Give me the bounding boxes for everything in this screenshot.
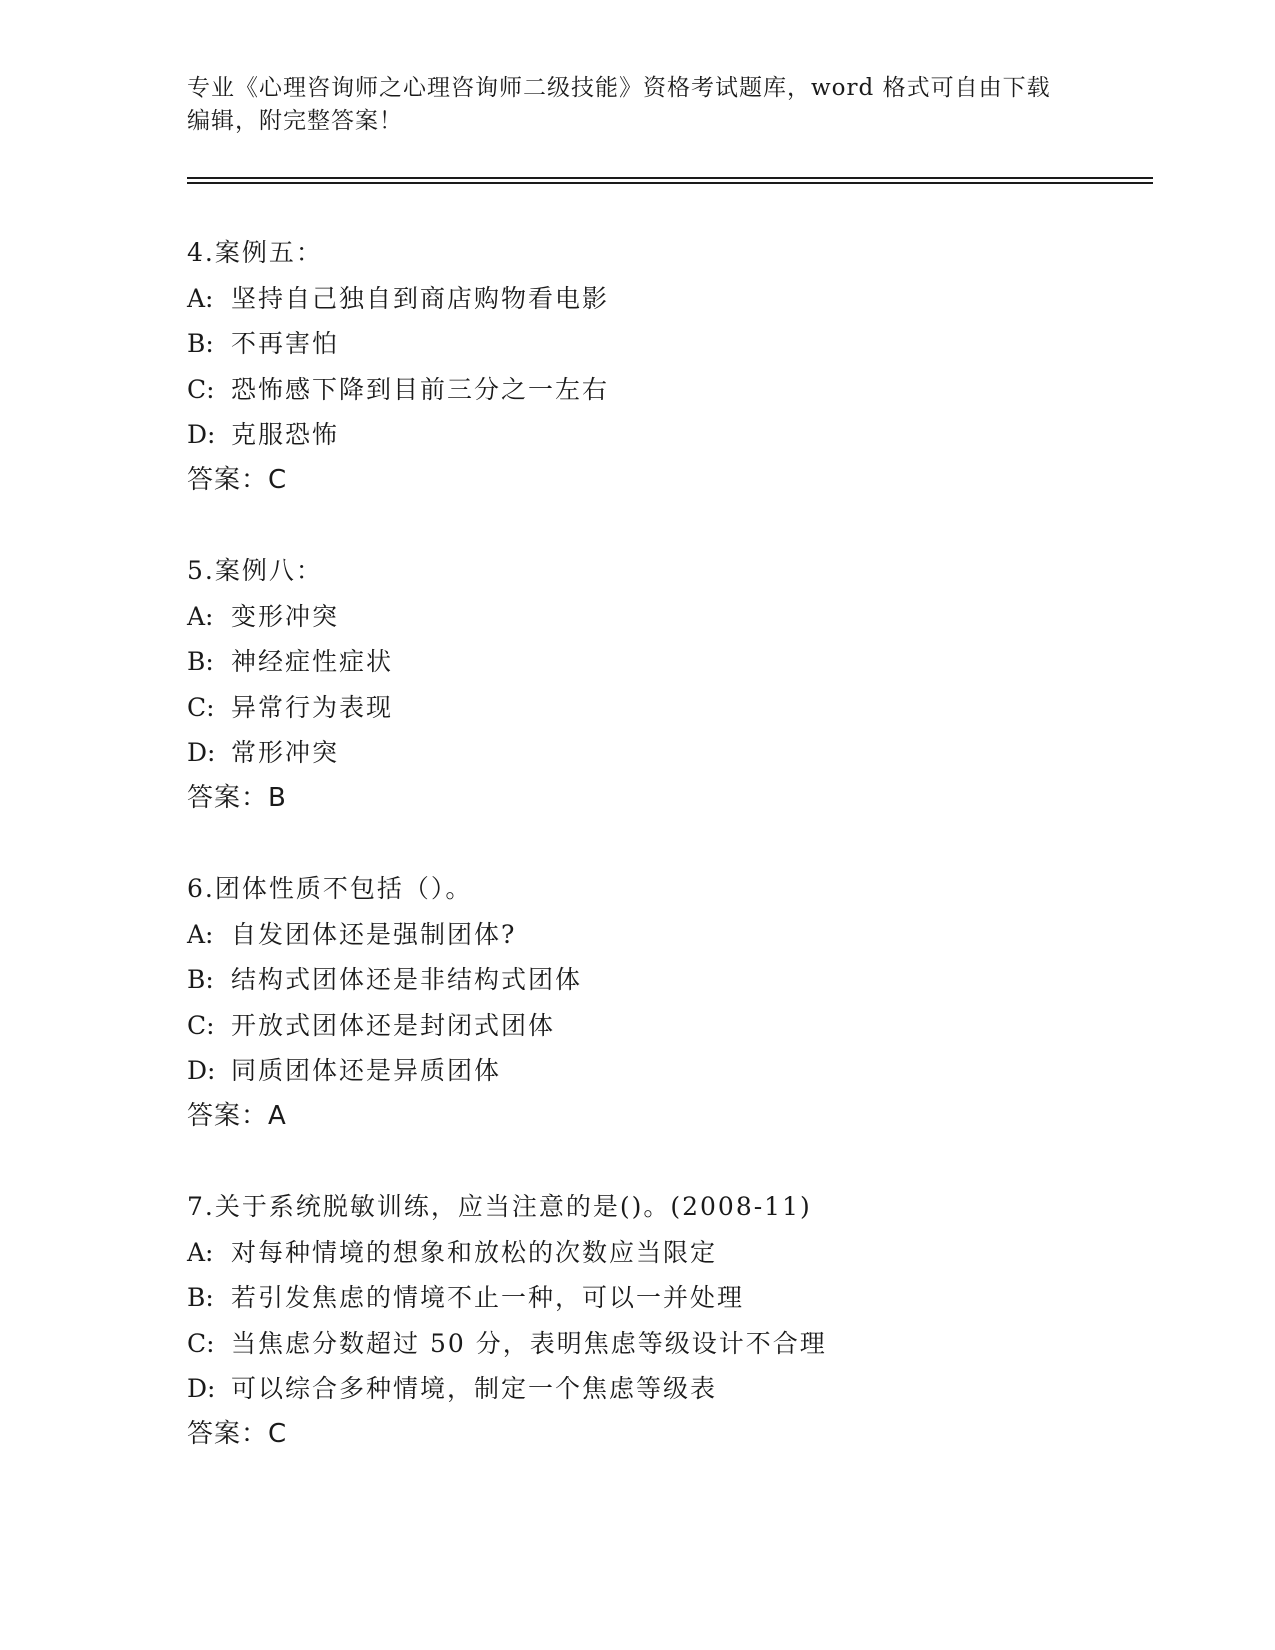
option-text: 恐怖感下降到目前三分之一左右 [231, 374, 610, 404]
answer: 答案：A [187, 1100, 287, 1131]
option-c [187, 1003, 1137, 1049]
option-letter: A: [187, 919, 214, 949]
header-divider-top [187, 177, 1153, 179]
answer: 答案：C [187, 1418, 288, 1449]
answer: 答案：B [187, 782, 287, 813]
option-d [187, 412, 1137, 458]
option-letter: B: [187, 965, 214, 994]
option-letter: D: [187, 738, 216, 767]
option-a [187, 912, 1137, 958]
option-text: 异常行为表现 [231, 692, 394, 722]
option-b [187, 1275, 1137, 1321]
option-text: 可以综合多种情境，制定一个焦虑等级表 [231, 1374, 718, 1403]
option-c [187, 1321, 1137, 1367]
option-letter: C: [187, 1010, 215, 1040]
option-letter: A: [187, 1237, 214, 1267]
option-a [187, 276, 1137, 322]
answer: 答案：C [187, 464, 288, 495]
option-d [187, 1048, 1137, 1094]
header-line-2: 编辑，附完整答案！ [187, 108, 403, 134]
option-text: 不再害怕 [231, 329, 340, 358]
option-d [187, 1366, 1137, 1412]
option-text: 自发团体还是强制团体? [231, 919, 517, 949]
option-text: 克服恐怖 [231, 420, 340, 449]
option-text: 神经症性症状 [231, 647, 394, 676]
option-text: 对每种情境的想象和放松的次数应当限定 [231, 1237, 718, 1267]
option-text: 开放式团体还是封闭式团体 [231, 1010, 556, 1040]
question-title: 5.案例八： [187, 556, 323, 585]
option-letter: D: [187, 1056, 216, 1085]
option-text: 变形冲突 [231, 601, 340, 631]
question-4 [187, 230, 1137, 503]
header-line-1: 专业《心理咨询师之心理咨询师二级技能》资格考试题库，word 格式可自由下载 [187, 75, 1051, 101]
option-letter: C: [187, 692, 215, 722]
header-divider-bottom [187, 182, 1153, 184]
option-text: 坚持自己独自到商店购物看电影 [231, 283, 610, 313]
option-a [187, 1230, 1137, 1276]
question-title: 6.团体性质不包括（）。 [187, 874, 473, 903]
option-letter: A: [187, 601, 214, 631]
question-7 [187, 1184, 1137, 1457]
option-letter: B: [187, 647, 214, 676]
option-text: 常形冲突 [231, 738, 340, 767]
option-b [187, 639, 1137, 685]
question-6 [187, 866, 1137, 1139]
option-b [187, 957, 1137, 1003]
question-title: 7.关于系统脱敏训练，应当注意的是()。(2008-11) [187, 1192, 812, 1221]
option-text: 结构式团体还是非结构式团体 [231, 965, 583, 994]
option-letter: C: [187, 1328, 215, 1358]
option-letter: C: [187, 374, 215, 404]
option-text: 同质团体还是异质团体 [231, 1056, 502, 1085]
document-header [187, 72, 1087, 138]
option-b [187, 321, 1137, 367]
question-title: 4.案例五： [187, 238, 323, 267]
option-letter: D: [187, 420, 216, 449]
option-d [187, 730, 1137, 776]
option-letter: D: [187, 1374, 216, 1403]
option-letter: B: [187, 1283, 214, 1312]
option-letter: B: [187, 329, 214, 358]
question-5 [187, 548, 1137, 821]
option-c [187, 367, 1137, 413]
option-a [187, 594, 1137, 640]
option-text: 当焦虑分数超过 50 分，表明焦虑等级设计不合理 [231, 1328, 827, 1358]
option-letter: A: [187, 283, 214, 313]
option-c [187, 685, 1137, 731]
option-text: 若引发焦虑的情境不止一种，可以一并处理 [231, 1283, 745, 1312]
